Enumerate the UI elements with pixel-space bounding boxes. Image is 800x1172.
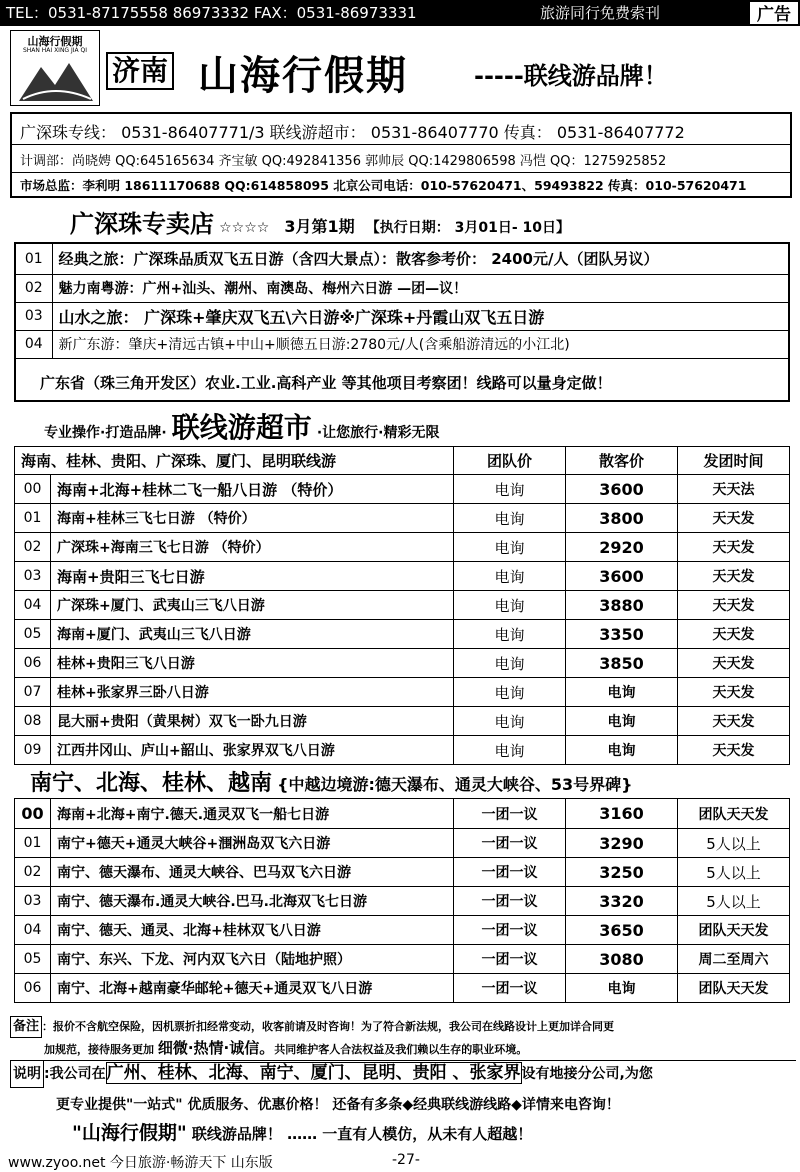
route-table-2: [14, 798, 790, 1003]
free-catalog-text: 旅游同行免费索刊: [540, 4, 661, 22]
table-row: 03 海南+贵阳三飞七日游 电询 3600 天天发: [15, 562, 790, 591]
contact-numbers: TEL：0531-87175558 86973332 FAX：0531-86973331: [6, 4, 417, 22]
contact-info-box: [10, 112, 792, 198]
explain-b: 设有地接分公司,为您: [521, 1066, 653, 1082]
page-number: -27-: [392, 1152, 420, 1168]
table-row: 06 桂林+贵阳三飞八日游 电询 3850 天天发: [15, 649, 790, 678]
market-left: 专业操作·打造品牌·: [44, 425, 167, 441]
contact-row-2: 计调部：尚晓娉 QQ:645165634 齐宝敏 QQ:492841356 郭帅辰 QQ:1429806598 冯恺 QQ：1275925852: [20, 154, 667, 169]
market-banner: [44, 406, 439, 446]
section2-subtitle: {中越边境游:德天瀑布、通灵大峡谷、53号界碑}: [277, 775, 633, 794]
table-row: 04 南宁、德天、通灵、北海+桂林双飞八日游 一团一议 3650 团队天天发: [15, 916, 790, 945]
table-row: 02 南宁、德天瀑布、通灵大峡谷、巴马双飞六日游 一团一议 3250 5人以上: [15, 858, 790, 887]
closing-b: 一直有人模仿，从未有人超越！: [322, 1125, 533, 1143]
city-label: 济南: [106, 52, 174, 90]
closing-a: 联线游品牌！ ……: [191, 1125, 318, 1143]
brand-slogan: -----联线游品牌！: [474, 62, 668, 90]
table-row: 05 南宁、东兴、下龙、河内双飞六日（陆地护照） 一团一议 3080 周二至周六: [15, 945, 790, 974]
table-row: 00 海南+北海+桂林二飞一船八日游 （特价） 电询 3600 天天法: [15, 475, 790, 504]
table-row: 01 海南+桂林三飞七日游 （特价） 电询 3800 天天发: [15, 504, 790, 533]
section2-header: [30, 766, 633, 797]
table-row: 08 昆大丽+贵阳（黄果树）双飞一卧九日游 电询 电询 天天发: [15, 707, 790, 736]
mountain-icon: [11, 55, 99, 105]
closing-brand: "山海行假期": [72, 1122, 187, 1144]
col-route: 海南、桂林、贵阳、广深珠、厦门、昆明联线游: [15, 447, 454, 475]
remark-line-2c: 共同维护客人合法权益及我们赖以生存的职业环境。: [274, 1043, 528, 1056]
table-row: 03 南宁、德天瀑布.通灵大峡谷.巴马.北海双飞七日游 一团一议 3320 5人以上: [15, 887, 790, 916]
explain-a: 我公司在: [49, 1066, 106, 1082]
explain-line-2: 更专业提供"一站式" 优质服务、优惠价格！ 还备有多条◆经典联线游线路◆详情来电咨询！: [56, 1097, 620, 1113]
remark-label: 备注: [10, 1016, 42, 1038]
col-depart: 发团时间: [678, 447, 790, 475]
explain-line: 说明 :我公司在广州、桂林、北海、南宁、厦门、昆明、贵阳 、张家界设有地接分公司,为您: [10, 1060, 653, 1088]
logo-subtext: SHAN HAI XING JIA QI: [22, 47, 88, 54]
table-row: 00 海南+北海+南宁.德天.通灵双飞一船七日游 一团一议 3160 团队天天发: [15, 799, 790, 829]
list-item: 01 经典之旅：广深珠品质双飞五日游（含四大景点）：散客参考价： 2400元/人（团队另议）: [16, 244, 788, 274]
store-header: [70, 204, 570, 239]
store-box: [14, 242, 790, 402]
brand-title: 山海行假期: [198, 52, 408, 99]
footer-site: www.zyoo.net 今日旅游·畅游天下 山东版: [8, 1155, 273, 1171]
store-issue: 3月第1期: [284, 217, 355, 236]
store-title: 广深珠专卖店: [70, 210, 214, 238]
market-title: 联线游超市: [171, 411, 312, 444]
store-list: [16, 244, 788, 359]
section2-title: 南宁、北海、桂林、越南: [30, 771, 273, 796]
explain-label: 说明: [10, 1060, 44, 1088]
remark-line-2a: 加规范，接待服务更加: [44, 1043, 154, 1056]
contact-row-3: 市场总监：李利明 18611170688 QQ:614858095 北京公司电话：010-57620471、59493822 传真：010-57620471: [20, 178, 747, 193]
table-row: 05 海南+厦门、武夷山三飞八日游 电询 3350 天天发: [15, 620, 790, 649]
company-logo: [10, 30, 100, 106]
list-item: 04 新广东游：肇庆+清远古镇+中山+顺德五日游:2780元/人(含乘船游清远的小江北): [16, 330, 788, 358]
contact-row-1: 广深珠专线： 0531-86407771/3 联线游超市： 0531-86407770 传真： 0531-86407772: [20, 123, 685, 142]
explain-cities: 广州、桂林、北海、南宁、厦门、昆明、贵阳 、张家界: [106, 1063, 521, 1083]
remarks: 备注 ：报价不含航空保险，因机票折扣经常变动，收客前请及时咨询！为了符合新法规，我公司在线路设计上更加详合同更 加规范，接待服务更加 细微·热情·诚信。共同维护客人合法权益及我们赖以生存的职业环境。: [10, 1016, 796, 1060]
col-group-price: 团队价: [454, 447, 566, 475]
store-note: 广东省（珠三角开发区）农业.工业.高科产业 等其他项目考察团！线路可以量身定做！: [40, 374, 612, 392]
remark-line-2b: 细微·热情·诚信。: [157, 1039, 275, 1057]
logo-text: 山海行假期: [27, 35, 83, 48]
store-stars: ☆☆☆☆: [219, 220, 270, 236]
table-row: 04 广深珠+厦门、武夷山三飞八日游 电询 3880 天天发: [15, 591, 790, 620]
top-bar: [0, 0, 800, 26]
ad-badge: 广告: [748, 0, 800, 26]
table-row: 07 桂林+张家界三卧八日游 电询 电询 天天发: [15, 678, 790, 707]
table-header: [15, 447, 790, 475]
page-footer: [0, 1150, 800, 1172]
table-row: 01 南宁+德天+通灵大峡谷+涠洲岛双飞六日游 一团一议 3290 5人以上: [15, 829, 790, 858]
list-item: 03 山水之旅： 广深珠+肇庆双飞五\六日游※广深珠+丹霞山双飞五日游: [16, 302, 788, 330]
remark-line-1: 报价不含航空保险，因机票折扣经常变动，收客前请及时咨询！为了符合新法规，我公司在线路设计上更加详合同更: [53, 1020, 615, 1033]
table-row: 06 南宁、北海+越南豪华邮轮+德天+通灵双飞八日游 一团一议 电询 团队天天发: [15, 974, 790, 1003]
route-table-1: [14, 446, 790, 765]
table-row: 02 广深珠+海南三飞七日游 （特价） 电询 2920 天天发: [15, 533, 790, 562]
closing-line: [72, 1118, 532, 1145]
market-right: ·让您旅行·精彩无限: [316, 425, 440, 441]
store-exec-date: 【执行日期： 3月01日- 10日】: [365, 220, 571, 236]
list-item: 02 魅力南粤游：广州+汕头、潮州、南澳岛、梅州六日游 —团—议！: [16, 274, 788, 302]
col-price: 散客价: [566, 447, 678, 475]
table-row: 09 江西井冈山、庐山+韶山、张家界双飞八日游 电询 电询 天天发: [15, 736, 790, 765]
